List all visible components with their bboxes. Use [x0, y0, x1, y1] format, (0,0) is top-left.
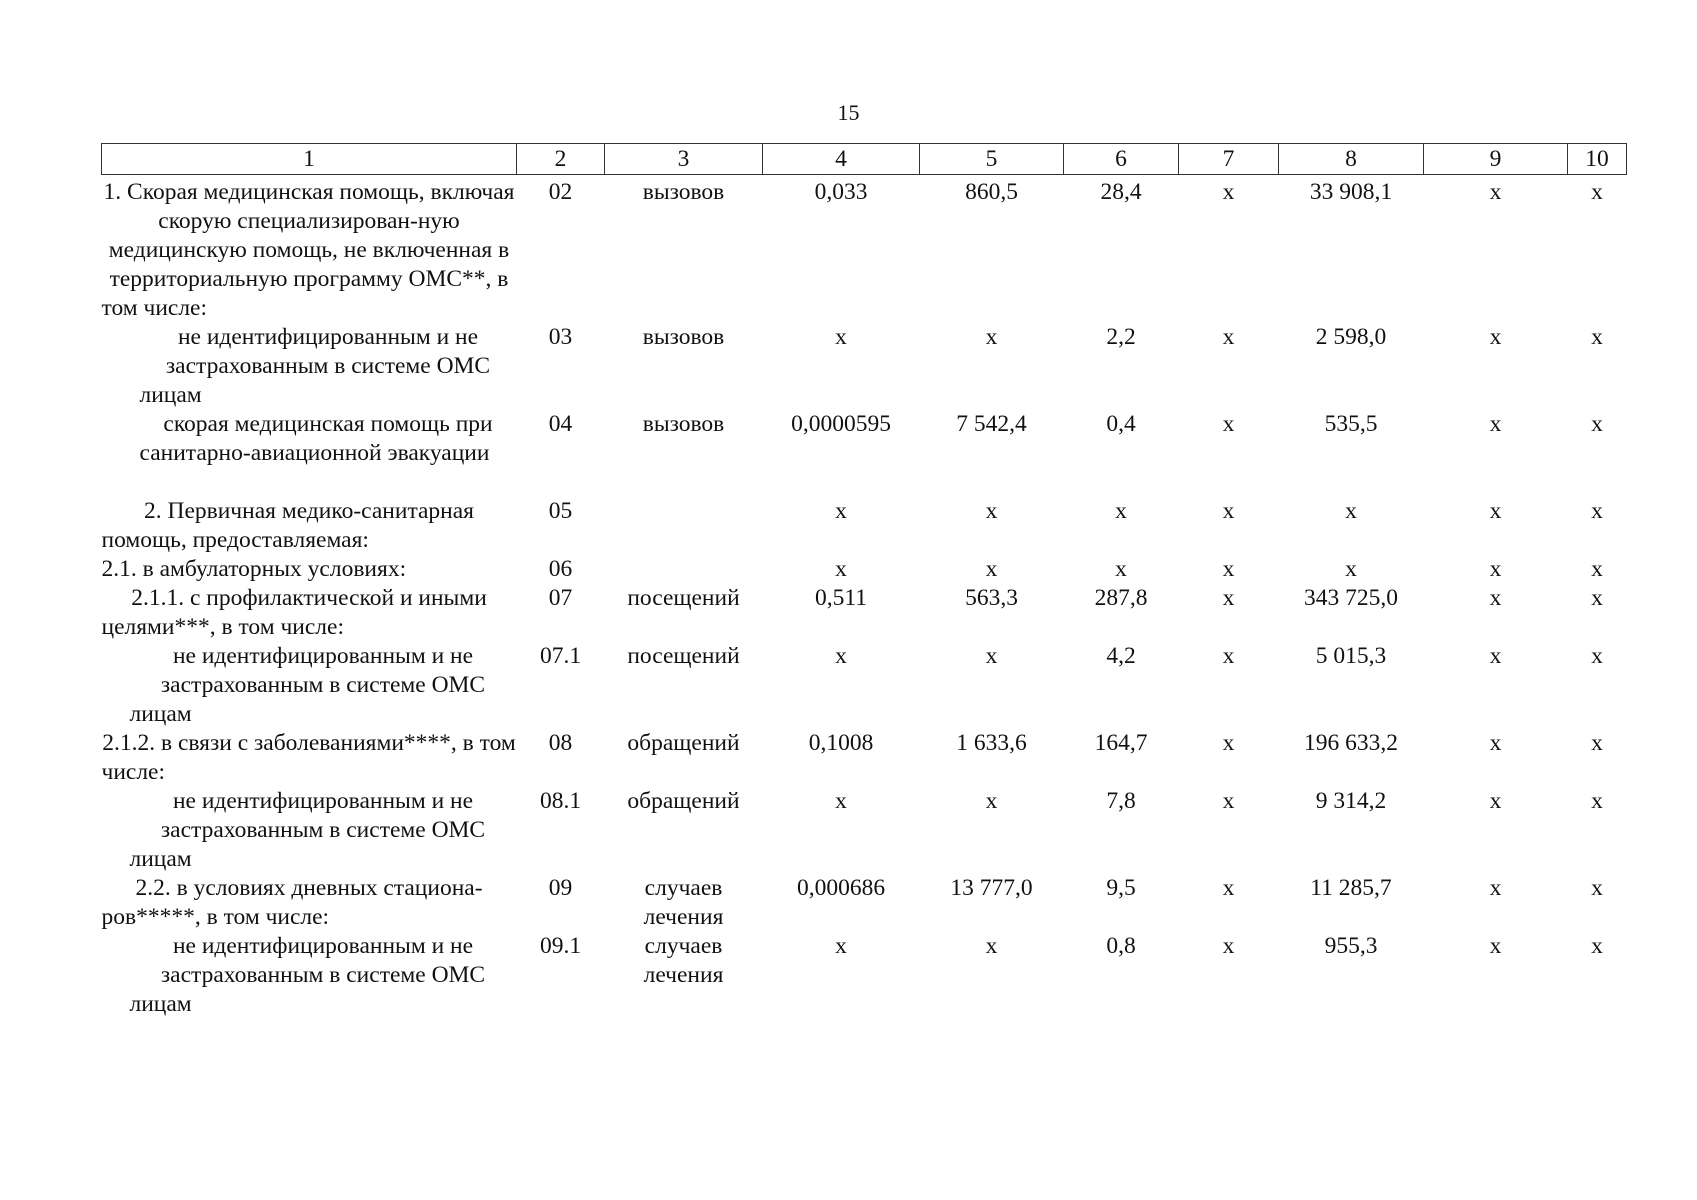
row-col-5: х — [985, 643, 998, 669]
row-col-6: 28,4 — [1100, 179, 1142, 205]
row-code: 06 — [548, 556, 573, 582]
row-col-7: х — [1222, 411, 1235, 437]
data-table — [101, 143, 1627, 1019]
row-col-6: 2,2 — [1106, 324, 1136, 350]
table-row — [102, 642, 1627, 729]
row-col-6: 4,2 — [1106, 643, 1136, 669]
header-col-4: 4 — [763, 144, 920, 175]
table-row — [102, 175, 1627, 324]
row-description: скорая медицинская помощь при санитарно-авиационной эвакуации — [139, 411, 493, 466]
table-row — [102, 323, 1627, 410]
row-col-5: 1 633,6 — [956, 730, 1027, 756]
row-col-5: 860,5 — [965, 179, 1018, 205]
row-col-9: х — [1489, 324, 1502, 350]
row-col-4: 0,511 — [814, 585, 867, 611]
row-col-7: х — [1222, 556, 1235, 582]
row-col-8: 5 015,3 — [1315, 643, 1387, 669]
row-col-7: х — [1222, 933, 1235, 959]
row-col-5: 7 542,4 — [956, 411, 1027, 437]
table-row — [102, 410, 1627, 497]
row-description: не идентифицированным и не застрахованным в системе ОМС лицам — [129, 788, 486, 872]
row-col-8: х — [1345, 556, 1357, 582]
row-unit — [605, 497, 763, 555]
row-description: 2. Первичная медико-санитарная помощь, предоставляемая: — [101, 498, 474, 553]
row-unit: вызовов — [642, 324, 725, 350]
row-code: 08 — [548, 730, 573, 756]
header-col-9: 9 — [1424, 144, 1568, 175]
row-col-10: х — [1591, 643, 1603, 669]
table-row — [102, 584, 1627, 642]
table-row — [102, 729, 1627, 787]
row-description: 2.1. в амбулаторных условиях: — [101, 556, 407, 582]
row-col-9: х — [1489, 643, 1502, 669]
row-col-8: х — [1345, 498, 1357, 524]
row-col-7: х — [1222, 788, 1235, 814]
row-col-6: 0,4 — [1106, 411, 1136, 437]
table-row — [102, 555, 1627, 584]
row-col-7: х — [1222, 585, 1235, 611]
row-col-8: 11 285,7 — [1310, 875, 1392, 901]
table-row — [102, 874, 1627, 932]
header-col-5: 5 — [920, 144, 1064, 175]
row-description: 2.1.1. с профилактической и иными целями***, в том числе: — [101, 585, 487, 640]
row-col-4: 0,000686 — [796, 875, 886, 901]
row-col-7: х — [1222, 179, 1235, 205]
table-body — [102, 175, 1627, 1020]
header-col-6: 6 — [1064, 144, 1179, 175]
row-code: 05 — [548, 498, 573, 524]
row-col-4: х — [835, 788, 847, 814]
row-col-10: х — [1591, 556, 1603, 582]
header-col-1: 1 — [102, 144, 517, 175]
row-col-10: х — [1591, 498, 1603, 524]
header-col-10: 10 — [1568, 144, 1627, 175]
row-col-4: х — [835, 643, 847, 669]
row-col-8: 33 908,1 — [1309, 179, 1393, 205]
row-col-8: 2 598,0 — [1315, 324, 1387, 350]
row-unit: посещений — [627, 585, 740, 611]
table-header — [102, 144, 1627, 175]
row-col-8: 535,5 — [1324, 411, 1378, 437]
row-col-10: х — [1591, 788, 1603, 814]
row-col-10: х — [1591, 875, 1603, 901]
row-col-7: х — [1222, 324, 1235, 350]
row-code: 02 — [548, 179, 573, 205]
header-col-3: 3 — [605, 144, 763, 175]
row-col-9: х — [1489, 933, 1502, 959]
row-col-10: х — [1591, 411, 1603, 437]
row-col-5: х — [985, 556, 998, 582]
row-col-7: х — [1222, 730, 1235, 756]
row-unit: вызовов — [642, 411, 725, 437]
row-col-10: х — [1591, 585, 1603, 611]
row-code: 03 — [548, 324, 573, 350]
row-code: 07.1 — [539, 643, 582, 669]
row-col-10: х — [1591, 179, 1603, 205]
row-col-6: 0,8 — [1106, 933, 1136, 959]
row-description: 1. Скорая медицинская помощь, включая скорую специализирован-ную медицинскую помощь, не включенная в территориальную программу ОМС**, в том числе: — [101, 179, 515, 321]
row-col-4: х — [835, 498, 847, 524]
table-row — [102, 787, 1627, 874]
row-col-5: х — [985, 788, 998, 814]
row-col-9: х — [1489, 730, 1502, 756]
row-col-6: 7,8 — [1106, 788, 1136, 814]
row-unit: посещений — [627, 643, 740, 669]
row-description: не идентифицированным и не застрахованным в системе ОМС лицам — [139, 324, 491, 408]
table-row — [102, 932, 1627, 1019]
row-col-9: х — [1489, 875, 1502, 901]
row-col-4: х — [835, 556, 847, 582]
row-col-9: х — [1489, 585, 1502, 611]
row-col-4: 0,1008 — [808, 730, 874, 756]
row-code: 09 — [548, 875, 573, 901]
row-description: не идентифицированным и не застрахованным в системе ОМС лицам — [129, 643, 486, 727]
row-col-8: 955,3 — [1324, 933, 1378, 959]
row-description: 2.2. в условиях дневных стациона-ров*****, в том числе: — [101, 875, 483, 930]
row-col-8: 196 633,2 — [1304, 730, 1398, 756]
row-col-9: х — [1489, 556, 1502, 582]
row-col-10: х — [1591, 933, 1603, 959]
row-col-9: х — [1489, 498, 1502, 524]
header-row — [102, 144, 1627, 175]
row-col-10: х — [1591, 324, 1603, 350]
row-code: 08.1 — [539, 788, 582, 814]
row-unit: обращений — [627, 730, 740, 756]
row-col-5: х — [985, 324, 998, 350]
row-col-5: х — [985, 933, 998, 959]
row-col-8: 9 314,2 — [1315, 788, 1387, 814]
row-unit — [605, 555, 763, 584]
row-description: 2.1.2. в связи с заболеваниями****, в том числе: — [101, 730, 516, 785]
row-col-4: х — [835, 933, 847, 959]
row-col-7: х — [1222, 875, 1235, 901]
row-description: не идентифицированным и не застрахованным в системе ОМС лицам — [129, 933, 486, 1017]
row-code: 07 — [548, 585, 573, 611]
row-col-6: 287,8 — [1094, 585, 1148, 611]
row-col-9: х — [1489, 788, 1502, 814]
row-col-6: 164,7 — [1094, 730, 1148, 756]
row-col-10: х — [1591, 730, 1603, 756]
row-unit: вызовов — [642, 179, 725, 205]
row-col-6: 9,5 — [1106, 875, 1136, 901]
row-col-7: х — [1222, 643, 1235, 669]
row-col-9: х — [1489, 179, 1502, 205]
row-col-8: 343 725,0 — [1304, 585, 1398, 611]
row-col-6: х — [1115, 556, 1127, 582]
row-unit: случаев лечения — [643, 933, 724, 988]
header-col-7: 7 — [1179, 144, 1279, 175]
page-number: 15 — [837, 100, 860, 125]
header-col-2: 2 — [517, 144, 605, 175]
row-col-5: х — [985, 498, 998, 524]
row-col-4: х — [835, 324, 847, 350]
row-col-4: 0,0000595 — [791, 411, 891, 437]
row-code: 09.1 — [539, 933, 582, 959]
row-col-7: х — [1222, 498, 1235, 524]
row-col-5: 563,3 — [965, 585, 1018, 611]
row-col-4: 0,033 — [814, 179, 868, 205]
row-col-9: х — [1489, 411, 1502, 437]
table-row — [102, 497, 1627, 555]
row-unit: случаев лечения — [643, 875, 724, 930]
header-col-8: 8 — [1279, 144, 1424, 175]
row-col-6: х — [1115, 498, 1127, 524]
row-code: 04 — [548, 411, 573, 437]
row-unit: обращений — [627, 788, 740, 814]
row-col-5: 13 777,0 — [950, 875, 1033, 901]
